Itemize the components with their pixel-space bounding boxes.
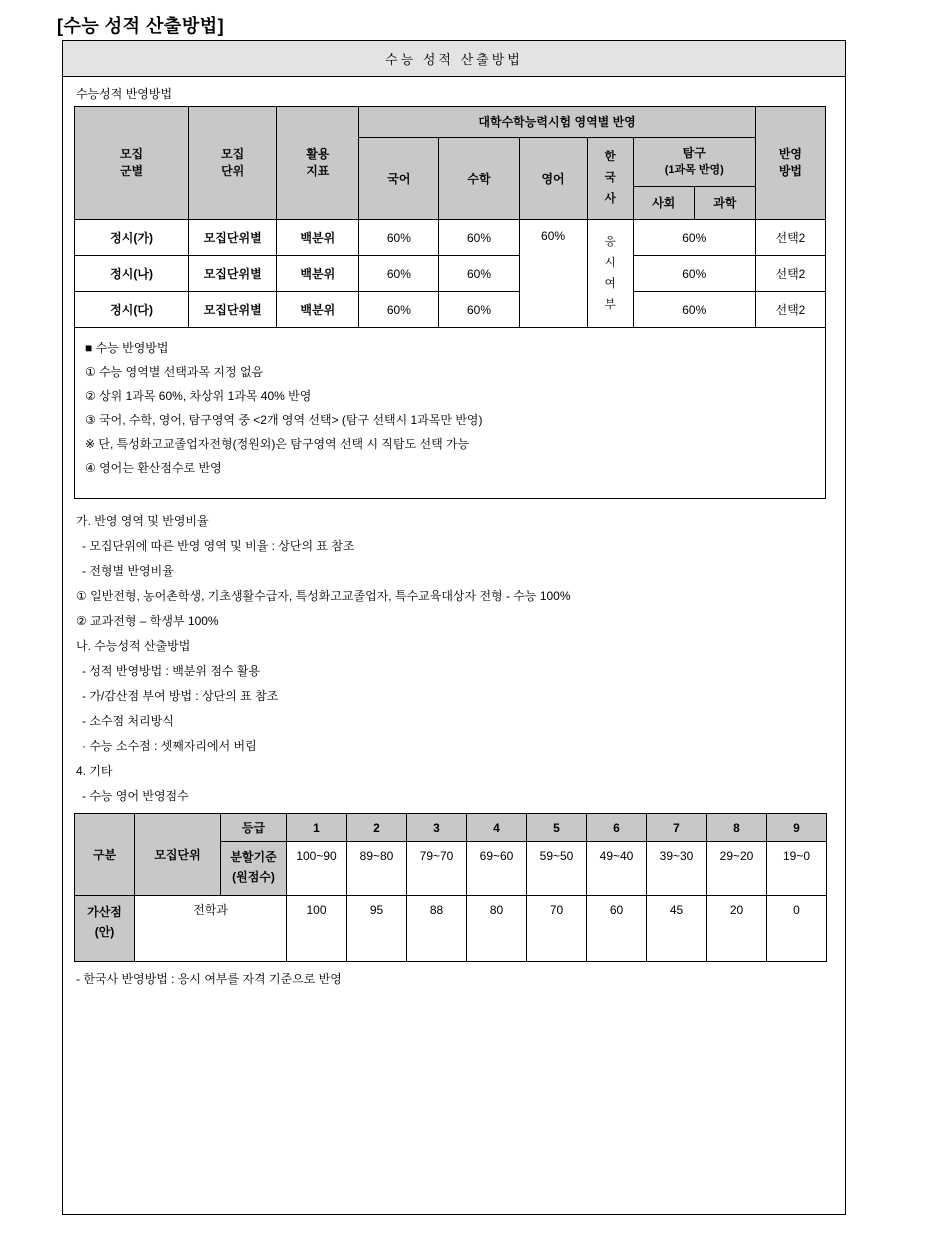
th-math: 수학 — [439, 138, 519, 220]
text-line: ① 일반전형, 농어촌학생, 기초생활수급자, 특성화고교졸업자, 특수교육대상자 전형 - 수능 100% — [76, 589, 571, 603]
text-line: 가. 반영 영역 및 반영비율 — [76, 514, 209, 528]
th-grade-1: 1 — [287, 814, 347, 842]
document-body — [63, 77, 845, 990]
cell-all-majors: 전학과 — [135, 896, 287, 962]
th-category: 구분 — [75, 814, 135, 896]
cell-math: 60% — [439, 292, 519, 328]
banner-title: 수능 성적 산출방법 — [63, 41, 845, 77]
body-text-block — [74, 509, 834, 809]
table-row — [75, 292, 826, 328]
reflection-method-notes — [74, 327, 826, 499]
th-social: 사회 — [633, 187, 694, 220]
note-item: ② 상위 1과목 60%, 차상위 1과목 40% 반영 — [85, 389, 312, 403]
th-grade-7: 7 — [647, 814, 707, 842]
text-line: - 소수점 처리방식 — [82, 714, 174, 728]
cell-split-6: 49~40 — [587, 842, 647, 896]
text-line: - 모집단위에 따른 반영 영역 및 비율 : 상단의 표 참조 — [82, 539, 355, 553]
cell-korean: 60% — [359, 292, 439, 328]
note-item: ③ 국어, 수학, 영어, 탐구영역 중 <2개 영역 선택> (탐구 선택시 1과목만 반영) — [85, 413, 483, 427]
cell-inquiry: 60% — [633, 292, 755, 328]
text-line: - 전형별 반영비율 — [82, 564, 174, 578]
cell-bonus-2: 95 — [347, 896, 407, 962]
cell-bonus-3: 88 — [407, 896, 467, 962]
cell-index: 백분위 — [277, 220, 359, 256]
cell-method: 선택2 — [755, 292, 825, 328]
cell-method: 선택2 — [755, 256, 825, 292]
cell-korean: 60% — [359, 220, 439, 256]
th-grade-3: 3 — [407, 814, 467, 842]
text-line: - 가/감산점 부여 방법 : 상단의 표 참조 — [82, 689, 279, 703]
page-title: [수능 성적 산출방법] — [57, 16, 225, 36]
cell-bonus-1: 100 — [287, 896, 347, 962]
th-grade-4: 4 — [467, 814, 527, 842]
table-row — [75, 256, 826, 292]
document-frame — [62, 40, 846, 1215]
section-caption: 수능성적 반영방법 — [76, 87, 173, 101]
cell-split-9: 19~0 — [767, 842, 827, 896]
cell-korean: 60% — [359, 256, 439, 292]
cell-method: 선택2 — [755, 220, 825, 256]
text-line: 나. 수능성적 산출방법 — [76, 639, 191, 653]
th-korean: 국어 — [359, 138, 439, 220]
th-grade-5: 5 — [527, 814, 587, 842]
cell-group: 정시(다) — [75, 292, 189, 328]
csat-reflection-table — [74, 106, 826, 328]
th-split-criteria: 분할기준 (원점수) — [221, 842, 287, 896]
th-bonus: 가산점 (안) — [75, 896, 135, 962]
table-row — [75, 220, 826, 256]
cell-unit: 모집단위별 — [189, 256, 277, 292]
cell-math: 60% — [439, 256, 519, 292]
th-csat-span: 대학수학능력시험 영역별 반영 — [359, 107, 756, 138]
cell-split-8: 29~20 — [707, 842, 767, 896]
cell-split-1: 100~90 — [287, 842, 347, 896]
th-index: 활용 지표 — [277, 107, 359, 220]
cell-split-7: 39~30 — [647, 842, 707, 896]
notes-title: ■ 수능 반영방법 — [85, 341, 169, 355]
cell-group: 정시(가) — [75, 220, 189, 256]
note-item: ※ 단, 특성화고교졸업자전형(정원외)은 탐구영역 선택 시 직탐도 선택 가능 — [85, 437, 470, 451]
th-inquiry: 탐구 (1과목 반영) — [633, 138, 755, 187]
th-grade: 등급 — [221, 814, 287, 842]
cell-split-3: 79~70 — [407, 842, 467, 896]
cell-index: 백분위 — [277, 256, 359, 292]
th-grade-9: 9 — [767, 814, 827, 842]
text-line: - 성적 반영방법 : 백분위 점수 활용 — [82, 664, 261, 678]
cell-group: 정시(나) — [75, 256, 189, 292]
cell-bonus-7: 45 — [647, 896, 707, 962]
cell-korean-history: 응 시 여 부 — [587, 220, 633, 328]
note-item: ① 수능 영역별 선택과목 지정 없음 — [85, 365, 264, 379]
cell-split-5: 59~50 — [527, 842, 587, 896]
th-grade-2: 2 — [347, 814, 407, 842]
text-line: 4. 기타 — [76, 764, 113, 778]
th-english: 영어 — [519, 138, 587, 220]
th-group: 모집 군별 — [75, 107, 189, 220]
th-unit: 모집 단위 — [189, 107, 277, 220]
text-line: ② 교과전형 – 학생부 100% — [76, 614, 219, 628]
cell-bonus-4: 80 — [467, 896, 527, 962]
cell-math: 60% — [439, 220, 519, 256]
th-korean-history: 한 국 사 — [587, 138, 633, 220]
cell-inquiry: 60% — [633, 220, 755, 256]
english-score-table — [74, 813, 827, 962]
cell-unit: 모집단위별 — [189, 292, 277, 328]
cell-split-2: 89~80 — [347, 842, 407, 896]
cell-bonus-9: 0 — [767, 896, 827, 962]
footer-note: - 한국사 반영방법 : 응시 여부를 자격 기준으로 반영 — [76, 972, 342, 986]
note-item: ④ 영어는 환산점수로 반영 — [85, 461, 222, 475]
cell-bonus-5: 70 — [527, 896, 587, 962]
cell-english: 60% — [519, 220, 587, 328]
th-unit: 모집단위 — [135, 814, 221, 896]
th-method: 반영 방법 — [755, 107, 825, 220]
th-science: 과학 — [694, 187, 755, 220]
cell-split-4: 69~60 — [467, 842, 527, 896]
cell-inquiry: 60% — [633, 256, 755, 292]
th-grade-6: 6 — [587, 814, 647, 842]
cell-unit: 모집단위별 — [189, 220, 277, 256]
text-line: - 수능 영어 반영점수 — [82, 789, 189, 803]
cell-bonus-8: 20 — [707, 896, 767, 962]
th-grade-8: 8 — [707, 814, 767, 842]
text-line: · 수능 소수점 : 셋째자리에서 버림 — [82, 739, 257, 753]
cell-index: 백분위 — [277, 292, 359, 328]
cell-bonus-6: 60 — [587, 896, 647, 962]
